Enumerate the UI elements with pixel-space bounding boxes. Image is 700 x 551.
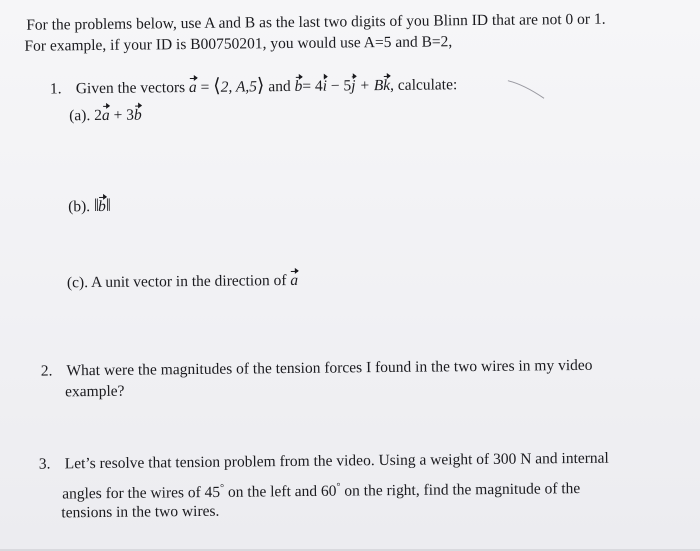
- norm-open: ‖: [93, 194, 99, 216]
- part-c-vector-a: a: [290, 271, 299, 289]
- problem-3-line-3: tensions in the two wires.: [61, 502, 220, 522]
- part-a-coef-2: + 3: [109, 106, 135, 124]
- part-a-vector-b: b: [133, 106, 142, 124]
- vector-a-symbol: a: [188, 78, 197, 97]
- part-a: [69, 106, 142, 127]
- pen-curve-mark: [506, 76, 546, 100]
- part-c: [67, 271, 298, 293]
- unit-j-symbol: j: [351, 77, 356, 95]
- part-c-text: (c). A unit vector in the direction of: [66, 272, 287, 292]
- problem-2-text-1: What were the magnitudes of the tension forces I found in the two wires in my video: [66, 356, 593, 380]
- intro-line-2: For example, if your ID is B00750201, you would use A=5 and B=2,: [24, 33, 453, 55]
- norm-close: ‖: [105, 194, 110, 215]
- problem-1-lead: Given the vectors: [75, 79, 186, 98]
- part-b-vector-b: b: [97, 197, 106, 215]
- intro-line-1: For the problems below, use A and B as the last two digits of you Blinn ID that are not 0 or 1.: [26, 10, 606, 34]
- problem-1-statement: [50, 74, 458, 99]
- problem-3-number: 3.: [38, 455, 51, 473]
- part-a-label: (a).: [69, 107, 91, 125]
- vector-a-components: 2, A,5: [220, 78, 258, 96]
- degree-symbol-2: °: [336, 481, 341, 493]
- and-word: and: [268, 77, 291, 96]
- part-b: [68, 195, 110, 217]
- problem-1-tail: , calculate:: [390, 76, 458, 94]
- problem-3-text-2b: on the left and 60: [224, 482, 337, 501]
- equals-sign: =: [200, 78, 210, 96]
- problem-2-number: 2.: [40, 362, 53, 380]
- vector-b-part-1: = 4: [302, 77, 323, 95]
- degree-symbol-1: °: [220, 482, 225, 494]
- problem-3-text-1: Let’s resolve that tension problem from the video. Using a weight of 300 N and internal: [64, 449, 609, 473]
- problem-1-number: 1.: [49, 80, 62, 98]
- vector-b-part-3: + B: [355, 76, 384, 95]
- problem-2-line-2: example?: [65, 382, 125, 401]
- vector-b-symbol: b: [294, 77, 303, 95]
- problem-3-text-2a: angles for the wires of 45: [62, 483, 221, 503]
- unit-i-symbol: i: [322, 77, 328, 95]
- problem-3-line-1: [39, 449, 609, 475]
- angle-open: ⟨: [213, 75, 221, 97]
- part-a-coef-1: 2: [94, 106, 103, 125]
- problem-3-line-2: [62, 475, 580, 505]
- angle-close: ⟩: [256, 75, 265, 97]
- part-a-vector-a: a: [101, 106, 110, 124]
- part-b-label: (b).: [68, 198, 91, 216]
- unit-k-symbol: k: [383, 76, 391, 94]
- problem-3-text-2c: on the right, find the magnitude of the: [340, 480, 581, 500]
- vector-b-part-2: − 5: [326, 77, 352, 95]
- problem-2-line-1: [41, 356, 593, 382]
